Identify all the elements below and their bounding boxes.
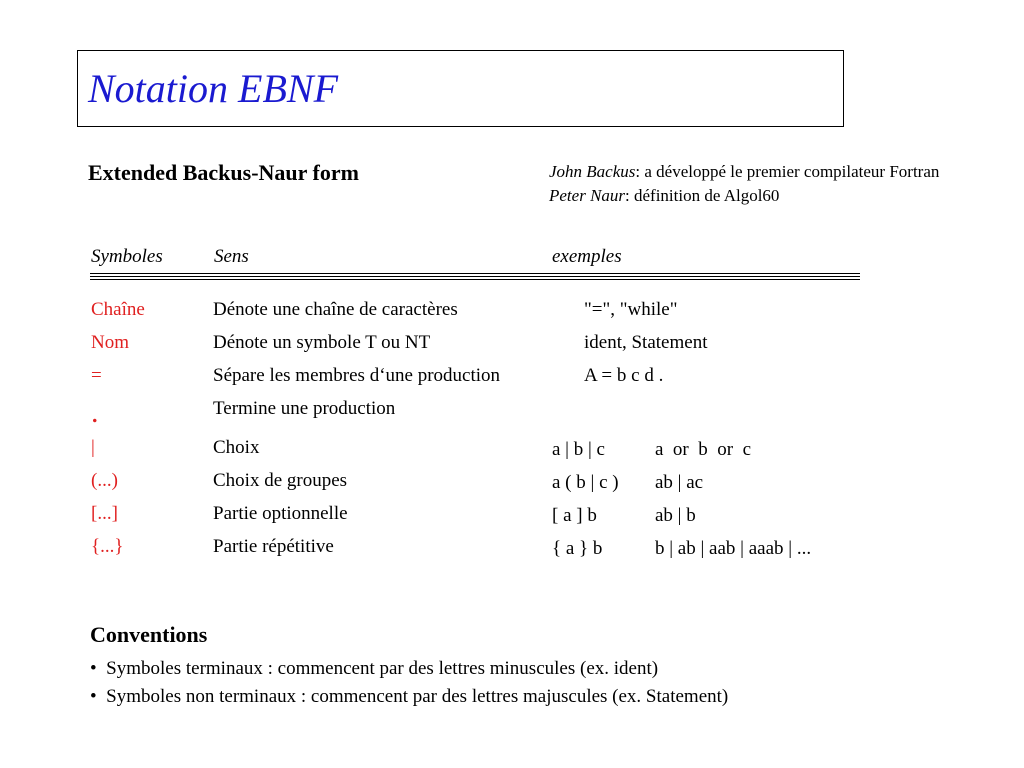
row-meaning: Partie optionnelle <box>213 503 348 524</box>
row-symbol: = <box>91 365 102 386</box>
row-example: { a } b <box>552 538 603 559</box>
row-example-result: b | ab | aab | aaab | ... <box>655 538 812 559</box>
row-example: a ( b | c ) <box>552 472 619 493</box>
slide-subtitle: Extended Backus-Naur form <box>88 160 359 185</box>
row-example-result: ab | b <box>655 505 696 526</box>
header-sens: Sens <box>214 246 249 267</box>
bullet-icon: • <box>90 658 97 679</box>
row-meaning: Partie répétitive <box>213 536 334 557</box>
conventions-item <box>90 658 658 680</box>
row-symbol: Nom <box>91 332 129 353</box>
row-meaning: Choix de groupes <box>213 470 348 491</box>
row-symbol: {...} <box>91 536 124 557</box>
credit-text: : définition de Algol60 <box>625 186 780 205</box>
row-example: ident, Statement <box>584 332 708 353</box>
row-example: "=", "while" <box>584 299 678 320</box>
row-meaning: Choix <box>213 437 260 458</box>
row-symbol: [...] <box>91 503 118 524</box>
row-symbol: | <box>91 437 95 458</box>
row-example-result: a or b or c <box>655 439 752 460</box>
bullet-icon: • <box>90 686 97 707</box>
title-box <box>77 50 844 127</box>
row-meaning: Termine une production <box>213 398 396 419</box>
header-symboles: Symboles <box>91 246 163 267</box>
row-symbol: (...) <box>91 470 118 491</box>
row-example: [ a ] b <box>552 505 597 526</box>
conventions-item-text: Symboles non terminaux : commencent par des lettres majuscules (ex. Statement) <box>106 686 729 707</box>
header-rule <box>90 276 860 277</box>
row-meaning: Sépare les membres d‘une production <box>213 365 501 386</box>
row-symbol: . <box>91 396 99 429</box>
row-meaning: Dénote un symbole T ou NT <box>213 332 431 353</box>
row-example: a | b | c <box>552 439 605 460</box>
header-rule <box>90 279 860 280</box>
row-meaning: Dénote une chaîne de caractères <box>213 299 458 320</box>
header-rule <box>90 273 860 274</box>
conventions-item <box>90 686 728 708</box>
row-example: A = b c d . <box>584 365 664 386</box>
credit-line-naur <box>549 186 779 206</box>
conventions-title: Conventions <box>90 622 208 647</box>
credit-line-backus <box>549 162 939 182</box>
credit-name: John Backus <box>549 162 636 181</box>
conventions-item-text: Symboles terminaux : commencent par des lettres minuscules (ex. ident) <box>106 658 659 679</box>
row-example-result: ab | ac <box>655 472 704 493</box>
credit-name: Peter Naur <box>549 186 626 205</box>
row-symbol: Chaîne <box>91 299 145 320</box>
credit-text: : a développé le premier compilateur Fortran <box>635 162 940 181</box>
header-exemples: exemples <box>552 246 622 267</box>
slide-title: Notation EBNF <box>88 66 338 111</box>
